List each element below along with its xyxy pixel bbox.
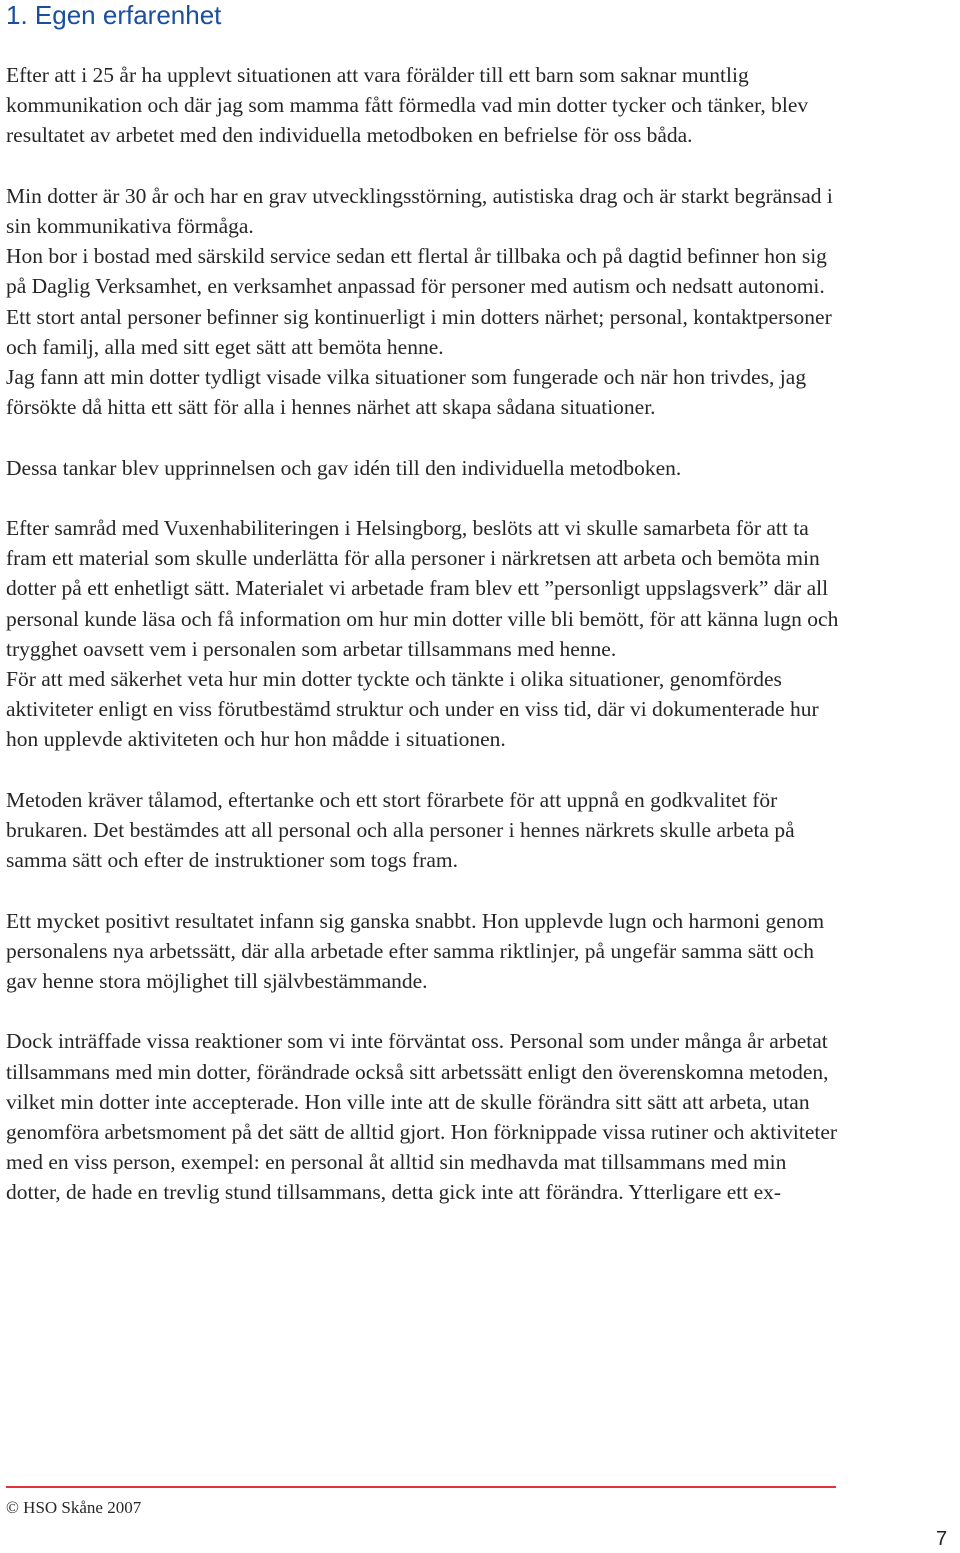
paragraph-reactions: Dock inträffade vissa reaktioner som vi inte förväntat oss. Personal som under många år arbetat tillsammans med min dotter, förändrade också sitt arbetssätt enligt den överenskomna metoden, vilket min dotter inte accepterade. Hon ville inte att de skulle förändra sitt sätt att arbeta, utan genomföra arbetsmoment på det sätt de alltid gjort. Hon förknippade vissa rutiner och aktiviteter med en viss person, exempel: en personal åt alltid sin medhavda mat tillsammans med min dotter, de hade en trevlig stund tillsammans, detta gick inte att förändra. Ytterligare ett ex- xyxy=(6,1029,838,1205)
paragraph-result: Ett mycket positivt resultatet infann sig ganska snabbt. Hon upplevde lugn och harmoni genom personalens nya arbetssätt, där alla arbetade efter samma riktlinjer, på ungefär samma sätt och gav henne stora möjlighet till självbestämmande. xyxy=(6,908,825,994)
paragraph-people: Ett stort antal personer befinner sig kontinuerligt i min dotters närhet; personal, kontaktpersoner och familj, alla med sitt eget sätt att bemöta henne. xyxy=(6,304,832,359)
page-number: 7 xyxy=(936,1528,948,1550)
copyright-footer: © HSO Skåne 2007 xyxy=(6,1498,142,1517)
paragraph-collaboration: Efter samråd med Vuxenhabiliteringen i Helsingborg, beslöts att vi skulle samarbeta för att ta fram ett material som skulle underlätta för alla personer i närkretsen att arbeta och bemöta min dotter på ett enhetligt sätt. Materialet vi arbetade fram blev ett ”personligt uppslagsverk” där all personal kunde läsa och få information om hur min dotter ville bli bemött, för att känna lugn och trygghet oavsett vem i personalen som arbetar tillsammans med henne. xyxy=(6,516,839,661)
body-text xyxy=(6,60,846,1208)
footer-rule xyxy=(6,1486,836,1488)
paragraph-situations: Jag fann att min dotter tydligt visade vilka situationer som fungerade och när hon trivdes, jag försökte då hitta ett sätt för alla i hennes närhet att skapa sådana situationer. xyxy=(6,365,807,420)
paragraph-origin: Dessa tankar blev upprinnelsen och gav idén till den individuella metodboken. xyxy=(6,455,682,480)
paragraph-method: Metoden kräver tålamod, eftertanke och ett stort förarbete för att uppnå en godkvalitet för brukaren. Det bestämdes att all personal och alla personer i hennes närkrets skulle arbeta på samma sätt och efter de instruktioner som togs fram. xyxy=(6,787,795,873)
paragraph-intro: Efter att i 25 år ha upplevt situationen att vara förälder till ett barn som saknar muntlig kommunikation och där jag som mamma fått förmedla vad min dotter tycker och tänker, blev resultatet av arbetet med den individuella metodboken en befrielse för oss båda. xyxy=(6,63,809,148)
paragraph-daughter: Min dotter är 30 år och har en grav utvecklingsstörning, autistiska drag och är starkt begränsad i sin kommunikativa förmåga. xyxy=(6,183,833,238)
paragraph-housing: Hon bor i bostad med särskild service sedan ett flertal år tillbaka och på dagtid befinner hon sig på Daglig Verksamhet, en verksamhet anpassad för personer med autism och nedsatt autonomi. xyxy=(6,244,827,299)
paragraph-activities: För att med säkerhet veta hur min dotter tyckte och tänkte i olika situationer, genomfördes aktiviteter enligt en viss förutbestämd struktur och under en viss tid, där vi dokumenterade hur hon upplevde aktiviteten och hur hon mådde i situationen. xyxy=(6,667,819,752)
section-heading: 1. Egen erfarenhet xyxy=(6,0,222,30)
